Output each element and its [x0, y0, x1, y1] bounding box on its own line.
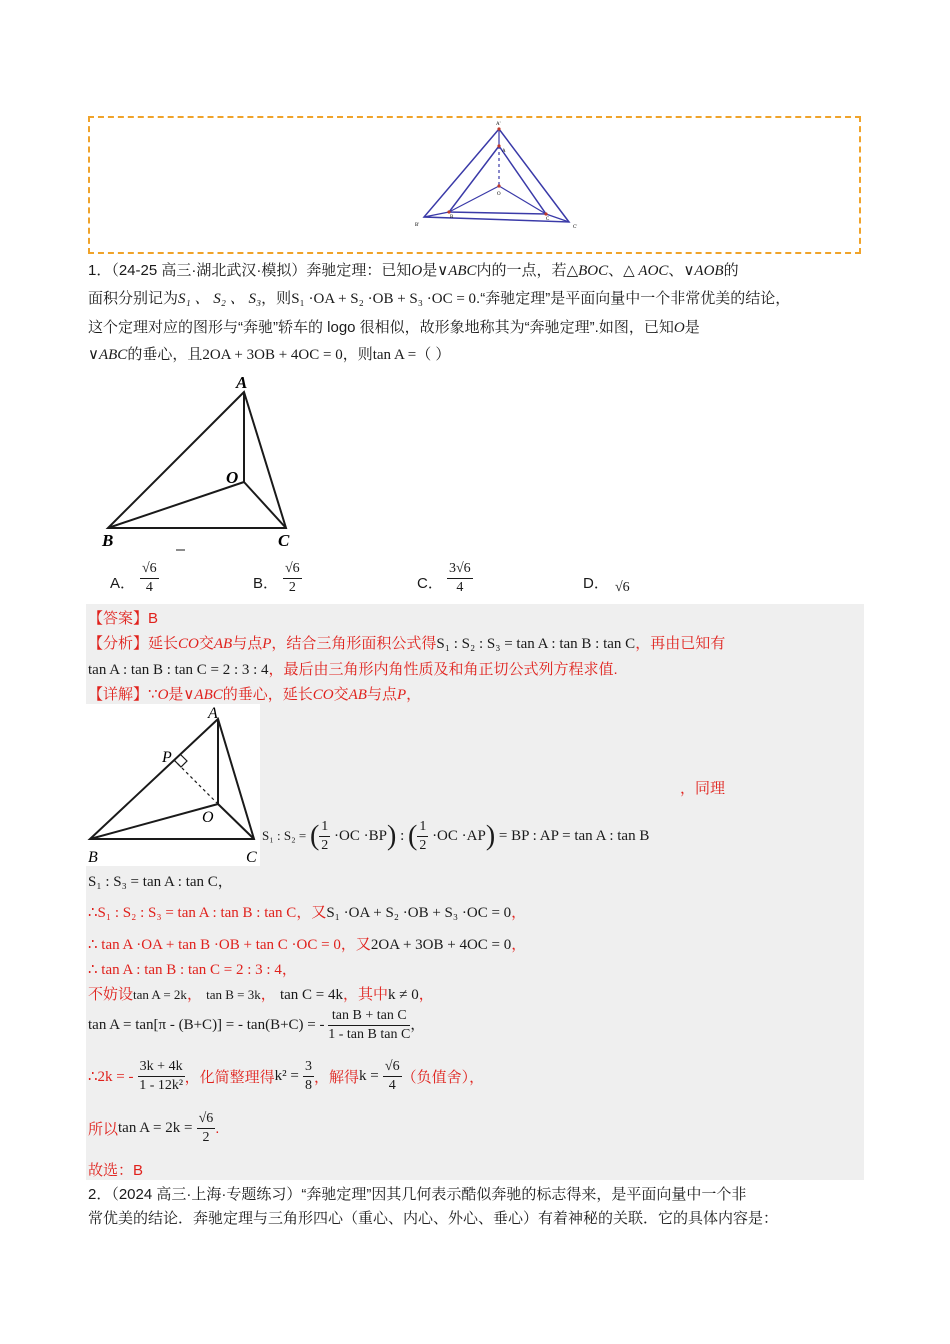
analysis-line2: tan A : tan B : tan C = 2 : 3 : 4，最后由三角形内角性质及和角正切公式列方程求值.	[88, 661, 618, 678]
q2-line1: 2．（2024 高三·上海·专题练习）“奔驰定理”因其几何表示酷似奔驰的标志得来，是平面向量中一个非	[88, 1186, 747, 1203]
q1-line2: 面积分别记为S₁ 、 S₂ 、 S₃，则S₁ ·OA + S₂ ·OB + S₃ ·OC = 0.“奔驰定理”是平面向量中一个非常优美的结论，	[88, 290, 791, 307]
ratio-234-line: ∴ tan A : tan B : tan C = 2 : 3 : 4，	[88, 961, 297, 978]
label-a-prime: A'	[496, 122, 501, 127]
s123-line: ∴S₁ : S₂ : S₃ = tan A : tan B : tan C，又S₁ ·OA + S₂ ·OB + S₃ ·OC = 0，	[88, 904, 527, 921]
tan-vector-line: ∴ tan A ·OA + tan B ·OB + tan C ·OC = 0，又2OA + 3OB + 4OC = 0，	[88, 936, 527, 953]
fig2-label-p: P	[162, 749, 172, 766]
final-result-line: 所以tan A = 2k = $\frac{√6}{2}$ .	[88, 1111, 220, 1145]
label-b-prime: B'	[415, 223, 420, 228]
fig1-label-c: C	[278, 531, 290, 550]
q1-line3: 这个定理对应的图形与“奔驰”轿车的 logo 很相似，故形象地称其为“奔驰定理”.如图，已知O是	[88, 319, 700, 336]
fig2-label-a: A	[208, 705, 218, 722]
label-a: A	[502, 149, 506, 154]
fig1-label-b: B	[102, 531, 114, 550]
q1-line4: ∨ABC的垂心，且2OA + 3OB + 4OC = 0，则tan A =（ ）	[88, 346, 451, 363]
assume-line: 不妨设tan A = 2k， tan B = 3k， tan C = 4k，其中k ≠ 0，	[88, 986, 434, 1003]
fig2-label-b: B	[88, 849, 98, 866]
label-b: B	[450, 215, 454, 220]
triangle-figure-2	[86, 704, 260, 866]
label-c: C	[546, 217, 550, 222]
fig1-label-a: A	[236, 373, 248, 392]
triangle-figure-1	[96, 370, 306, 552]
benz-logo-figure	[88, 116, 861, 254]
fig1-label-o: O	[226, 468, 239, 487]
label-o: O	[497, 192, 501, 197]
ratio-s1-s2: S₁ : S₂ = ( $\frac{1}{2}$ ·OC ·BP) : ( $\frac{1}{2}$ ·OC ·AP) = BP : AP = tan A : tan B	[262, 819, 650, 853]
fig2-label-o: O	[202, 809, 214, 826]
answer-line: 【答案】B	[88, 610, 159, 627]
q1-line1: 1．（24-25 高三·湖北武汉·模拟）奔驰定理：已知O是∨ABC内的一点，若△BOC、△ AOC、∨AOB的	[88, 262, 739, 279]
q2-line2: 常优美的结论．奔驰定理与三角形四心（重心、内心、外心、垂心）有着神秘的关联．它的具体内容是：	[88, 1210, 779, 1227]
analysis-line1: 【分析】延长CO交AB与点P，结合三角形面积公式得S₁ : S₂ : S₃ = tan A : tan B : tan C，再由已知有	[88, 635, 726, 652]
detail-line1: 【详解】∵O是∨ABC的垂心，延长CO交AB与点P，	[88, 686, 422, 703]
fig2-label-c: C	[246, 849, 257, 866]
label-c-prime: C'	[573, 225, 578, 230]
solve-equation-line: ∴2k = - $\frac{3k + 4k}{\text{1 - 12k²}}$ ，化简整理得k² = $\frac{3}{8}$ ，解得k = $\frac{√6}{4}$ （负值舍），	[88, 1059, 485, 1093]
tan-a-expansion: tan A = tan[π - (B+C)] = - tan(B+C) = - $\frac{\text{tan B + tan C}}{\text{1 - tan B tan C}}$ ，	[88, 1008, 426, 1042]
s1-s3-line: S₁ : S₃ = tan A : tan C，	[88, 873, 233, 890]
choose-line: 故选：B	[88, 1162, 144, 1179]
same-reason: ，同理	[680, 780, 726, 797]
